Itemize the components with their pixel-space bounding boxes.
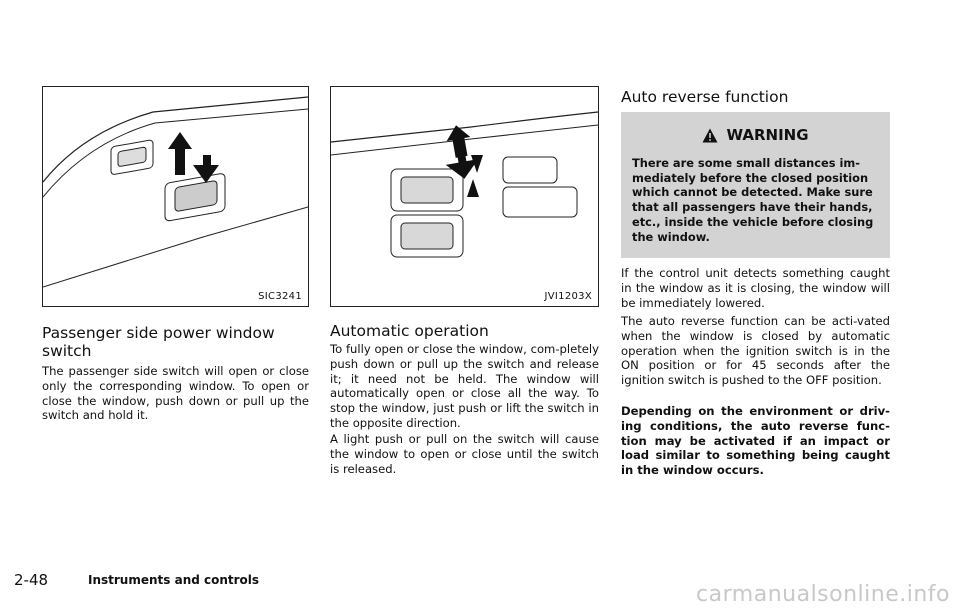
warning-box (621, 112, 890, 258)
figure-label: SIC3241 (258, 291, 302, 302)
paragraph-auto-reverse-2: The auto reverse function can be acti-vated when the window is closed by automatic operation when the ignition switch is in the ON position or for 45 seconds after the ignition switch is pushed to the OFF position. (621, 314, 890, 388)
heading-line: switch (42, 342, 92, 360)
paragraph-passenger-switch: The passenger side switch will open or close only the corresponding window. To open or close the window, push down or pull up the switch and hold it. (42, 364, 309, 423)
warning-triangle-icon (702, 128, 718, 143)
warning-header (621, 126, 890, 144)
figure-automatic-switch (330, 86, 599, 307)
figure-label: JVI1203X (544, 291, 592, 302)
paragraph-automatic-1: To fully open or close the window, com-pletely push down or pull up the switch and release it; it need not be held. The window will automatically open or close all the way. To stop the window, just push or lift the switch in the opposite direction. (330, 342, 599, 430)
warning-text: There are some small distances im-mediately before the closed position which cannot be detected. Make sure that all passengers have their hands, etc., inside the vehicle before closing the window. (632, 156, 874, 244)
page-number: 2-48 (14, 571, 49, 589)
automatic-switch-illustration (331, 87, 598, 306)
figure-passenger-switch (42, 86, 309, 307)
watermark: carmanualsonline.info (696, 582, 950, 607)
section-name: Instruments and controls (88, 573, 260, 587)
section-heading-auto-reverse: Auto reverse function (621, 88, 789, 106)
heading-line: Passenger side power window (42, 324, 275, 342)
paragraph-auto-reverse-1: If the control unit detects something caught in the window as it is closing, the window will be immediately lowered. (621, 266, 890, 310)
paragraph-automatic-2: A light push or pull on the switch will cause the window to open or close until the switch is released. (330, 432, 599, 476)
paragraph-auto-reverse-3: Depending on the environment or driv-ing conditions, the auto reverse func-tion may be activated if an impact or load similar to something being caught in the window occurs. (621, 404, 890, 478)
warning-title: WARNING (726, 126, 809, 144)
section-heading-automatic-operation: Automatic operation (330, 322, 489, 340)
passenger-switch-illustration (43, 87, 308, 306)
section-heading-passenger-switch (42, 324, 309, 360)
